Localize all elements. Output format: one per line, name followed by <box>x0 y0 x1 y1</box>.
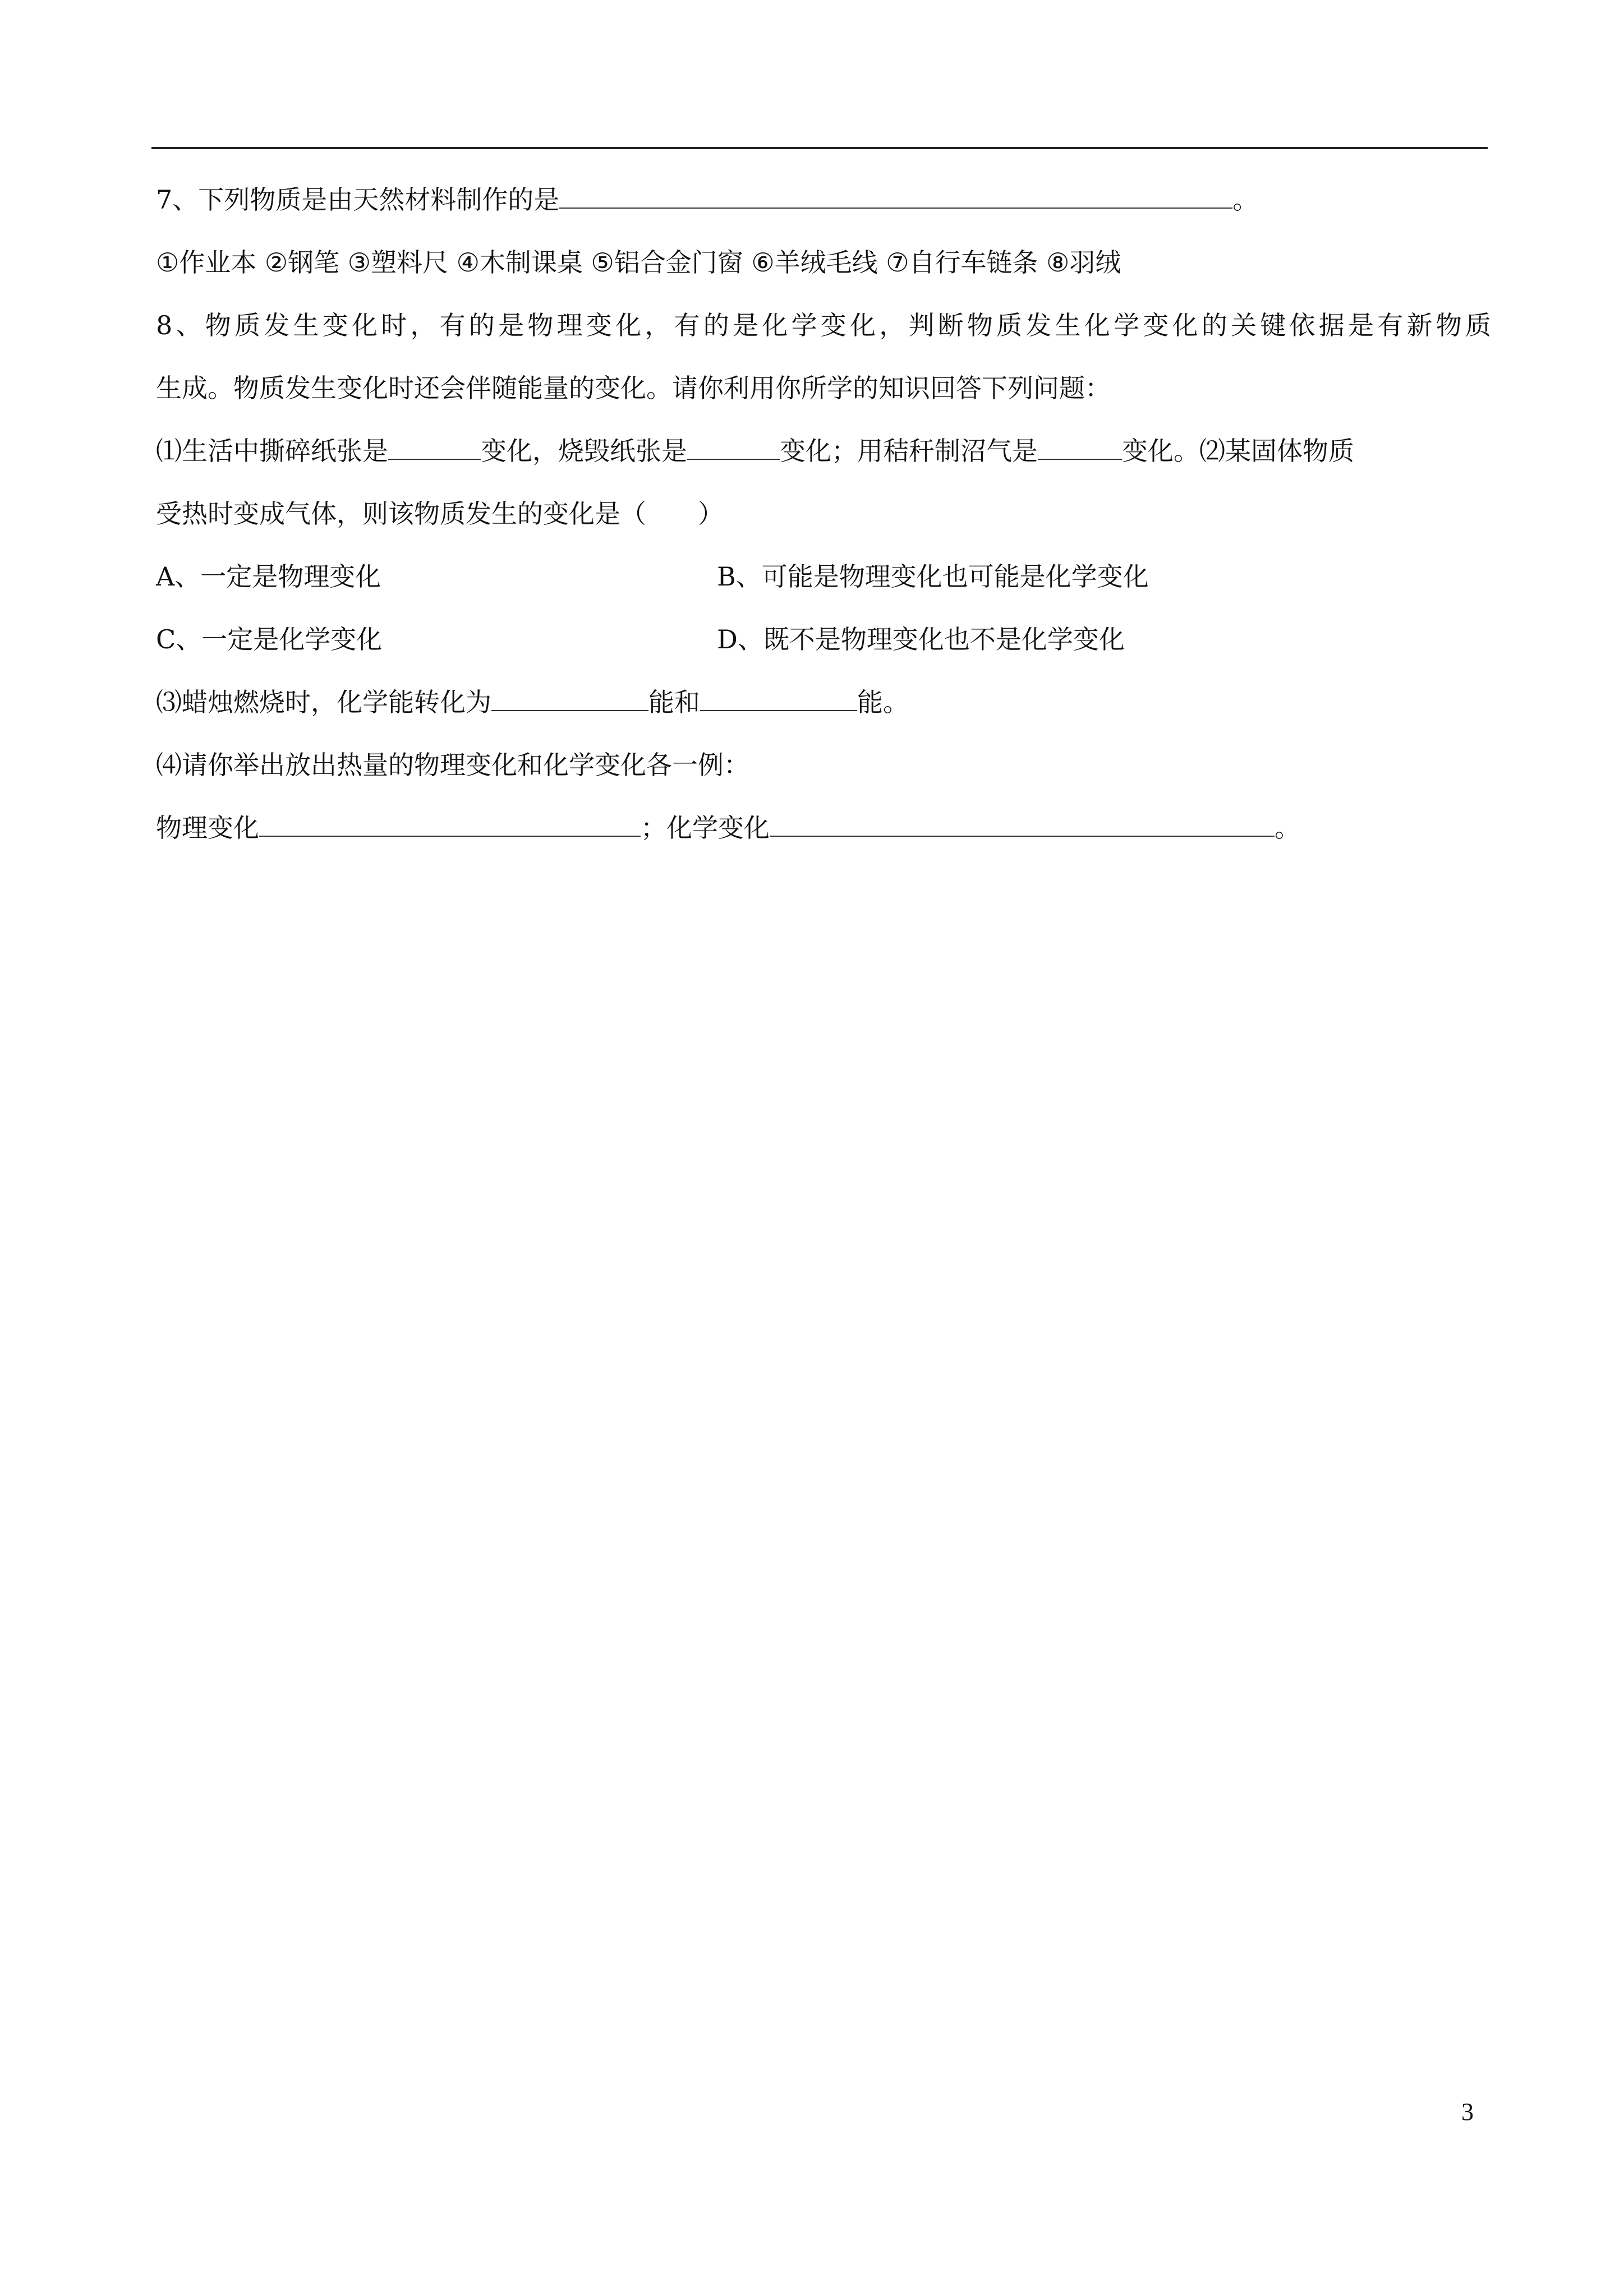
q8-p3-text-b: 能和 <box>648 687 700 717</box>
q8-p3-blank-1[interactable] <box>491 688 648 711</box>
q8-p1-text-c: 变化；用秸秆制沼气是 <box>780 436 1038 466</box>
choice-c[interactable]: C、一定是化学变化 <box>156 624 383 654</box>
question-7 <box>156 168 1491 231</box>
q8-part-4-answers <box>156 796 1491 859</box>
q8-choices-row-1 <box>156 545 1491 608</box>
q8-p1-blank-1[interactable] <box>388 436 481 460</box>
physical-change-blank[interactable] <box>259 813 641 837</box>
chemical-change-label: ；化学变化 <box>641 813 770 843</box>
q8-intro-line-1: 8、物质发生变化时，有的是物理变化，有的是化学变化，判断物质发生化学变化的关键依据是有新物质 <box>156 310 1491 340</box>
q7-option: ⑥羊绒毛线 <box>751 247 878 278</box>
q8-part-1 <box>156 419 1491 482</box>
physical-change-label: 物理变化 <box>156 813 259 843</box>
q7-option: ⑦自行车链条 <box>886 247 1038 278</box>
q7-answer-blank[interactable] <box>559 185 1232 209</box>
choice-b[interactable]: B、可能是物理变化也可能是化学变化 <box>717 561 1149 592</box>
q7-prompt: 7、下列物质是由天然材料制作的是 <box>156 185 560 215</box>
q7-options <box>156 231 1491 294</box>
worksheet-body <box>156 168 1491 859</box>
q8-p4-end: 。 <box>1275 813 1300 843</box>
q8-p3-text-c: 能。 <box>857 687 909 717</box>
q7-option: ⑧羽绒 <box>1046 247 1121 278</box>
q8-part-3 <box>156 671 1491 734</box>
q7-option: ③塑料尺 <box>347 247 448 278</box>
q8-part-4: ⑷请你举出放出热量的物理变化和化学变化各一例： <box>156 750 749 780</box>
q8-p1-blank-2[interactable] <box>687 436 780 460</box>
q8-p3-text-a: ⑶蜡烛燃烧时，化学能转化为 <box>156 687 491 717</box>
chemical-change-blank[interactable] <box>770 813 1275 837</box>
header-rule <box>151 147 1488 149</box>
q8-p1-blank-3[interactable] <box>1038 436 1122 460</box>
q8-p1-text-b: 变化，烧毁纸张是 <box>481 436 687 466</box>
q8-intro-line-2: 生成。物质发生变化时还会伴随能量的变化。请你利用你所学的知识回答下列问题： <box>156 373 1111 403</box>
page-number: 3 <box>1461 2098 1474 2126</box>
q7-option: ②钢笔 <box>264 247 340 278</box>
q8-choices-row-2 <box>156 608 1491 671</box>
q8-p1-text-a: ⑴生活中撕碎纸张是 <box>156 436 388 466</box>
q7-end: 。 <box>1232 185 1259 215</box>
q7-option: ④木制课桌 <box>456 247 583 278</box>
q7-option: ⑤铝合金门窗 <box>591 247 743 278</box>
q8-part-2: 受热时变成气体，则该物质发生的变化是（ ） <box>156 499 724 529</box>
q8-p3-blank-2[interactable] <box>700 688 857 711</box>
q8-p1-text-d: 变化。⑵某固体物质 <box>1122 436 1354 466</box>
q7-option: ①作业本 <box>156 247 257 278</box>
choice-d[interactable]: D、既不是物理变化也不是化学变化 <box>717 624 1125 654</box>
choice-a[interactable]: A、一定是物理变化 <box>156 561 381 592</box>
